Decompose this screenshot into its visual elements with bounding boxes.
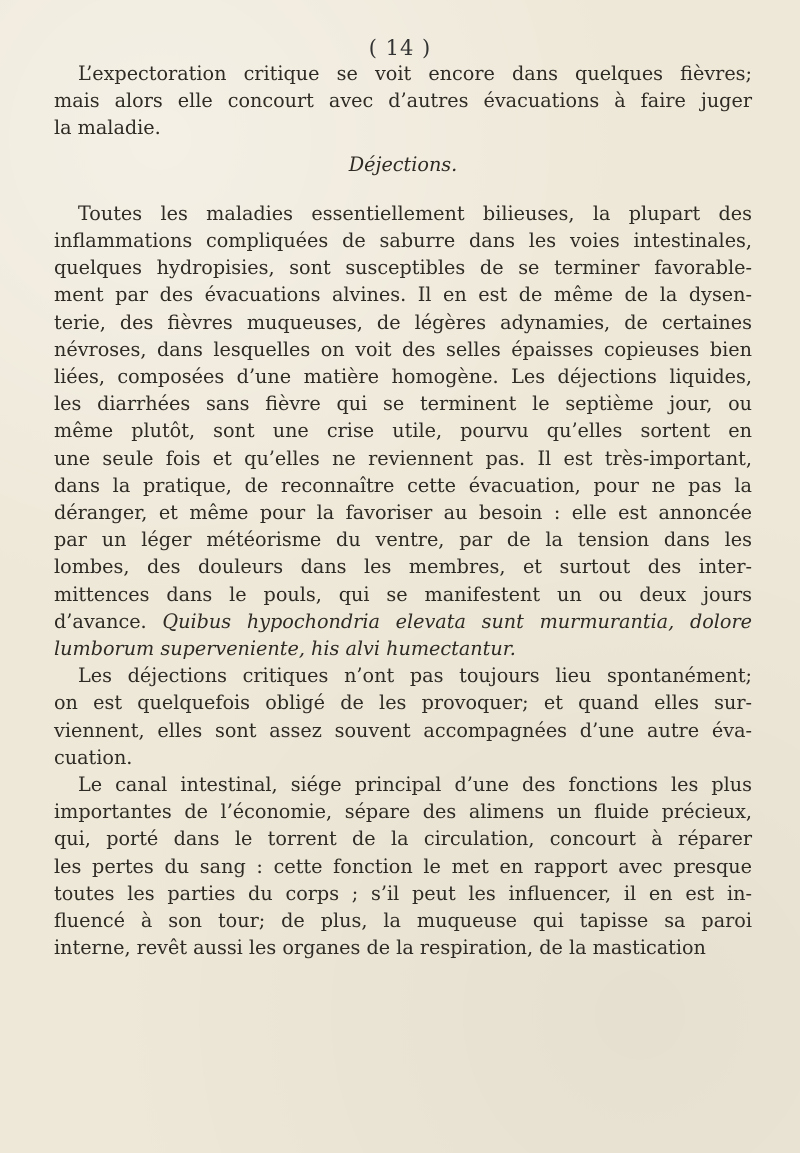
text-line: terie, des fièvres muqueuses, de légères adynamies, de certaines <box>54 310 752 334</box>
paragraph-expectoration <box>54 60 752 142</box>
text-line: viennent, elles sont assez souvent accompagnées d’une autre éva- <box>54 718 752 742</box>
text-line: mais alors elle concourt avec d’autres évacuations à faire juger <box>54 89 752 113</box>
text-line-with-quotation <box>54 608 752 635</box>
text-line: déranger, et même pour la favoriser au besoin : elle est annoncée <box>54 501 752 525</box>
text-line: Les déjections critiques n’ont pas toujours lieu spontanément; <box>78 664 752 688</box>
text-line: lombes, des douleurs dans les membres, et surtout des inter- <box>54 555 752 579</box>
paragraph-intestinal-canal <box>54 771 752 961</box>
latin-quotation-line-2: lumborum superveniente, his alvi humectantur. <box>54 637 516 661</box>
text-line: même plutôt, sont une crise utile, pourvu qu’elles sortent en <box>54 419 752 443</box>
paragraph-critical-dejections <box>54 662 752 771</box>
text-line: toutes les parties du corps ; s’il peut les influencer, il en est in- <box>54 881 752 905</box>
page-number: ( 14 ) <box>368 36 432 60</box>
text-line: ment par des évacuations alvines. Il en est de même de la dysen- <box>54 283 752 307</box>
text-line: inflammations compliquées de saburre dans les voies intestinales, <box>54 229 752 253</box>
text-fragment: d’avance. <box>54 609 147 633</box>
text-line: cuation. <box>54 745 133 769</box>
text-line: liées, composées d’une matière homogène. Les déjections liquides, <box>54 365 752 389</box>
text-line: par un léger météorisme du ventre, par de la tension dans les <box>54 528 752 552</box>
text-line: interne, revêt aussi les organes de la respiration, de la mastication <box>54 936 706 960</box>
text-line: mittences dans le pouls, qui se manifestent un ou deux jours <box>54 582 752 606</box>
text-line: névroses, dans lesquelles on voit des selles épaisses copieuses bien <box>54 337 752 361</box>
text-line: importantes de l’économie, sépare des alimens un fluide précieux, <box>54 800 752 824</box>
text-line: Le canal intestinal, siége principal d’une des fonctions les plus <box>78 773 752 797</box>
text-line: L’expectoration critique se voit encore dans quelques fièvres; <box>78 62 752 85</box>
text-line: les diarrhées sans fièvre qui se terminent le septième jour, ou <box>54 392 752 416</box>
paragraph-dejections <box>54 200 752 662</box>
text-line: une seule fois et qu’elles ne reviennent pas. Il est très-important, <box>54 446 752 470</box>
text-line: dans la pratique, de reconnaître cette évacuation, pour ne pas la <box>54 473 752 497</box>
latin-quotation-line-1: Quibus hypochondria elevata sunt murmurantia, dolore <box>162 609 752 633</box>
document-body <box>54 60 752 962</box>
text-line: qui, porté dans le torrent de la circulation, concourt à réparer <box>54 827 752 851</box>
text-line: fluencé à son tour; de plus, la muqueuse qui tapisse sa paroi <box>54 909 752 933</box>
text-line: quelques hydropisies, sont susceptibles de se terminer favorable- <box>54 256 752 280</box>
text-line: la maladie. <box>54 116 161 140</box>
text-line: les pertes du sang : cette fonction le met en rapport avec presque <box>54 854 752 878</box>
section-heading: Déjections. <box>348 152 458 176</box>
text-line: Toutes les maladies essentiellement bilieuses, la plupart des <box>78 201 752 225</box>
text-line: on est quelquefois obligé de les provoquer; et quand elles sur- <box>54 691 752 715</box>
